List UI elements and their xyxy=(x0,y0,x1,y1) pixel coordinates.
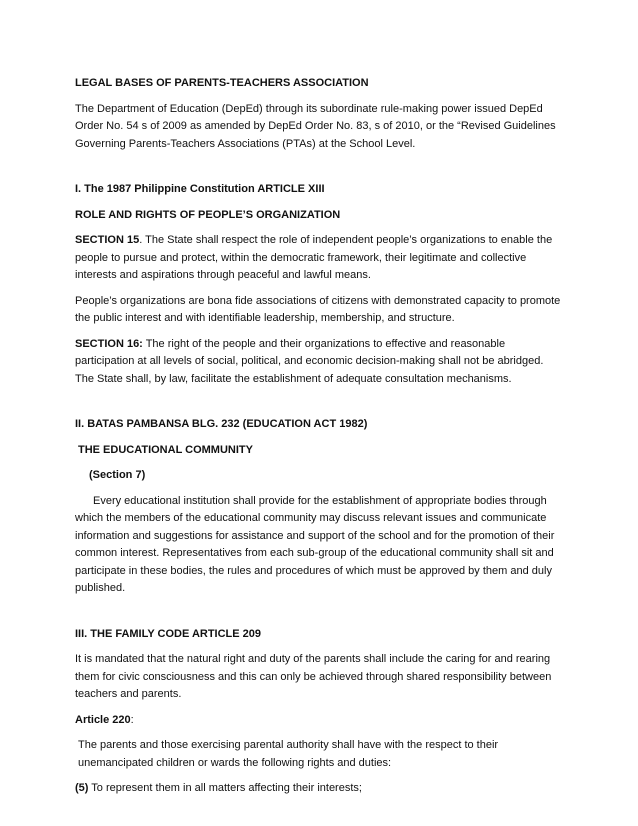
article-220-label: Article 220 xyxy=(75,713,131,726)
item-5-label: (5) xyxy=(75,782,89,794)
section-2-heading-text: . BATAS PAMBANSA BLG. 232 (EDUCATION ACT 1982) xyxy=(81,418,368,430)
article-220-colon: : xyxy=(130,713,134,726)
section-7-label: (Section 7) xyxy=(89,469,146,481)
section-15-label: SECTION 15 xyxy=(75,234,140,246)
section-3-heading: III. THE FAMILY CODE ARTICLE 209 xyxy=(75,627,262,640)
section-2-heading xyxy=(75,416,565,434)
section-1-subheading: ROLE AND RIGHTS OF PEOPLE’S ORGANIZATION xyxy=(75,208,341,221)
document-title: LEGAL BASES OF PARENTS-TEACHERS ASSOCIATION xyxy=(75,77,369,89)
section-16-paragraph xyxy=(75,336,565,389)
section-15-text: . The State shall respect the role of independent people’s organizations to enable the people to pursue and protect, within the democratic framework, their legitimate and collective interests and aspirations through peaceful and lawful means. xyxy=(75,234,553,281)
section-2-body: Every educational institution shall provide for the establishment of appropriate bodies through which the members of the educational community may discuss relevant issues and communicate information and suggestions for assistance and support of the school and for the promotion of their common interest. Representatives from each sub-group of the educational community shall sit and participate in these bodies, the rules and procedures of which must be approved by them and duly published. xyxy=(75,494,555,594)
section-2-subheading: THE EDUCATIONAL COMMUNITY xyxy=(78,443,253,456)
intro-paragraph: The Department of Education (DepEd) through its subordinate rule-making power issued DepEd Order No. 54 s of 2009 as amended by DepEd Order No. 83, s of 2010, or the “Revised Guidelines Governing Parents-Teachers Associations (PTAs) at the School Level. xyxy=(75,102,556,150)
section-3-body: It is mandated that the natural right and duty of the parents shall include the caring for and rearing them for civic consciousness and this can only be achieved through shared responsibility between teachers and parents. xyxy=(75,653,552,700)
article-220-body: The parents and those exercising parental authority shall have with the respect to their unemancipated children or wards the following rights and duties: xyxy=(78,739,499,769)
item-5-paragraph xyxy=(75,780,565,798)
section-15-paragraph xyxy=(75,232,565,285)
document-body xyxy=(75,75,565,798)
section-1-heading: I. The 1987 Philippine Constitution ARTICLE XIII xyxy=(75,183,325,195)
section-16-label: SECTION 16: xyxy=(75,337,143,350)
item-5-text: To represent them in all matters affecting their interests; xyxy=(88,782,362,794)
peoples-organizations-paragraph: People’s organizations are bona fide associations of citizens with demonstrated capacity to promote the public interest and with identifiable leadership, membership, and structure. xyxy=(75,294,561,324)
section-2-number: II xyxy=(75,418,82,430)
article-220-heading xyxy=(75,712,565,730)
section-16-text: The right of the people and their organizations to effective and reasonable participation at all levels of social, political, and economic decision-making shall not be abridged. The State shall, by law, facilitate the establishment of adequate consultation mechanisms. xyxy=(75,337,544,385)
